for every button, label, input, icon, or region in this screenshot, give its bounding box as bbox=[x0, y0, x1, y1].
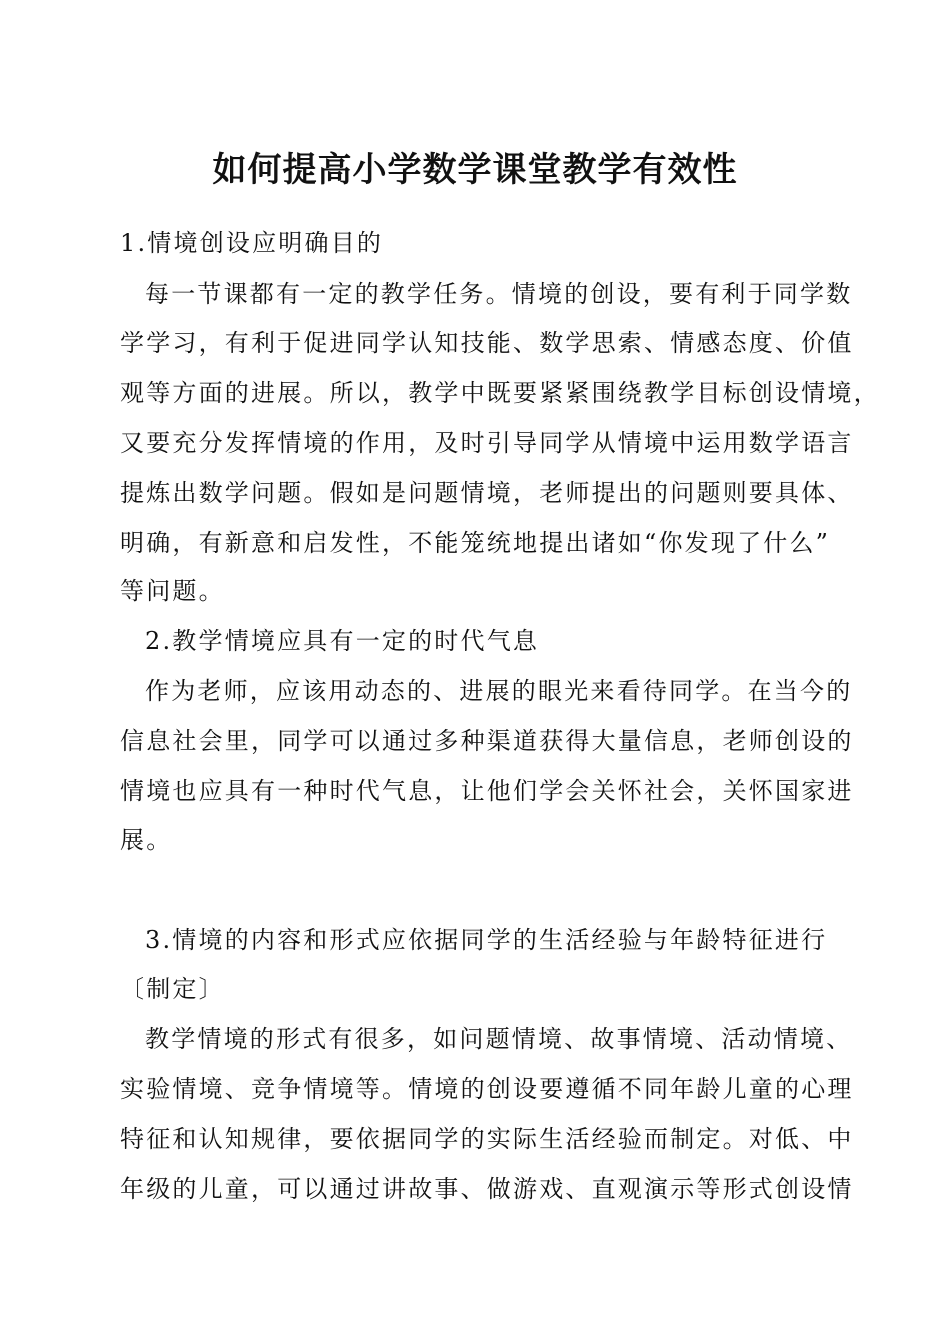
paragraph-line: 学学习，有利于促进同学认知技能、数学思索、情感态度、价值 bbox=[120, 329, 854, 357]
paragraph-line: 特征和认知规律，要依据同学的实际生活经验而制定。对低、中 bbox=[120, 1125, 854, 1153]
heading-3: 3.情境的内容和形式应依据同学的生活经验与年龄特征进行 bbox=[145, 926, 828, 954]
paragraph-line: 观等方面的进展。所以，教学中既要紧紧围绕教学目标创设情境， bbox=[120, 379, 880, 407]
heading-3-continuation: 〔制定〕 bbox=[120, 975, 225, 1003]
paragraph-line: 作为老师，应该用动态的、进展的眼光来看待同学。在当今的 bbox=[145, 677, 853, 705]
paragraph-line: 每一节课都有一定的教学任务。情境的创设，要有利于同学数 bbox=[145, 280, 853, 308]
paragraph-line: 实验情境、竞争情境等。情境的创设要遵循不同年龄儿童的心理 bbox=[120, 1075, 854, 1103]
heading-2: 2.教学情境应具有一定的时代气息 bbox=[145, 627, 540, 655]
paragraph-line: 等问题。 bbox=[120, 577, 225, 605]
paragraph-line: 又要充分发挥情境的作用，及时引导同学从情境中运用数学语言 bbox=[120, 429, 854, 457]
paragraph-line: 年级的儿童，可以通过讲故事、做游戏、直观演示等形式创设情 bbox=[120, 1175, 854, 1203]
paragraph-line: 情境也应具有一种时代气息，让他们学会关怀社会，关怀国家进 bbox=[120, 777, 854, 805]
paragraph-line: 信息社会里，同学可以通过多种渠道获得大量信息，老师创设的 bbox=[120, 727, 854, 755]
paragraph-line: 明确，有新意和启发性，不能笼统地提出诸如“你发现了什么” bbox=[120, 529, 831, 557]
document-title: 如何提高小学数学课堂教学有效性 bbox=[212, 150, 738, 190]
paragraph-line: 展。 bbox=[120, 826, 173, 854]
heading-1: 1.情境创设应明确目的 bbox=[120, 229, 384, 257]
paragraph-line: 提炼出数学问题。假如是问题情境，老师提出的问题则要具体、 bbox=[120, 479, 854, 507]
paragraph-line: 教学情境的形式有很多，如问题情境、故事情境、活动情境、 bbox=[145, 1025, 853, 1053]
